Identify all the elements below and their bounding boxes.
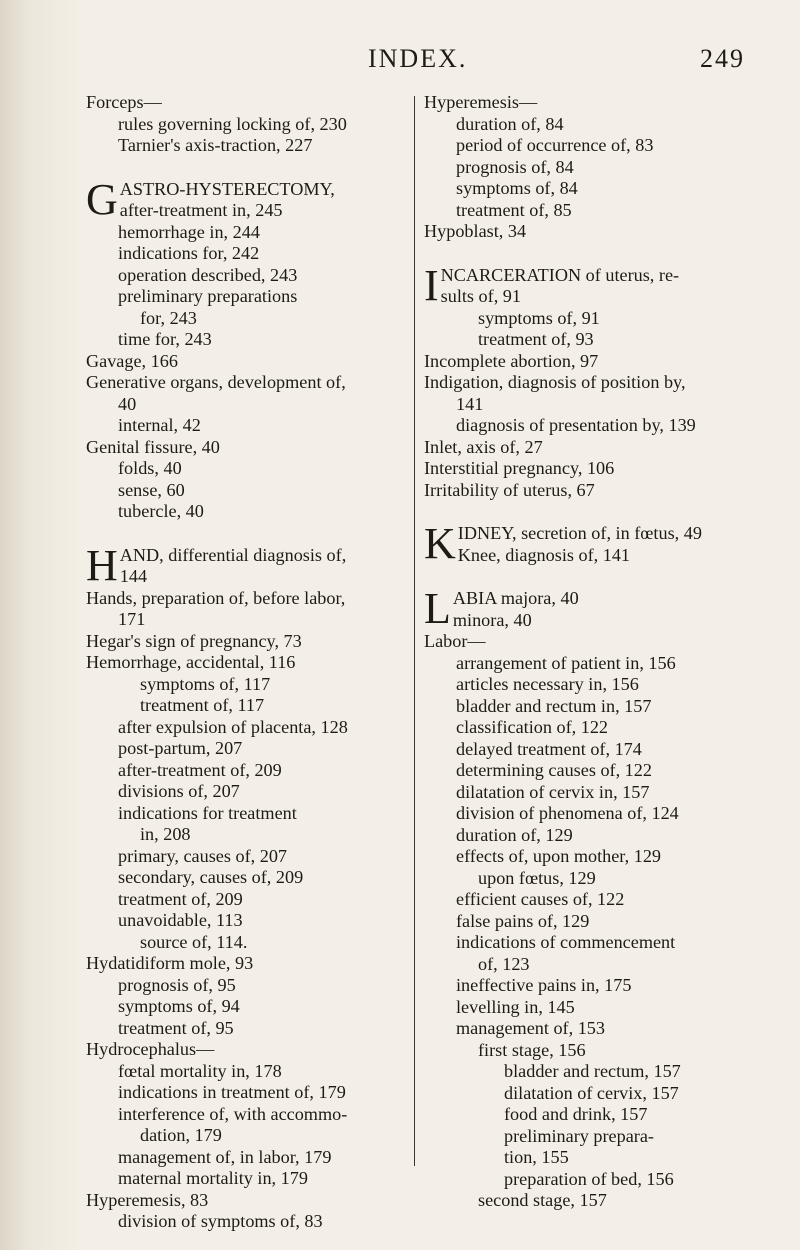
index-entry: prognosis of, 84 (456, 156, 574, 177)
index-entry: ineffective pains in, 175 (456, 975, 632, 995)
section-start-entry (86, 545, 404, 588)
index-entry: 144 (119, 566, 148, 586)
index-entry: NCARCERATION of uterus, re- (440, 264, 680, 285)
section-gap (424, 566, 764, 588)
index-entry: Hemorrhage, accidental, 116 (86, 652, 296, 672)
section-start-entry (424, 523, 764, 566)
drop-cap-letter: H (86, 544, 118, 588)
index-entry: AND, differential diagnosis of, (119, 544, 347, 565)
index-entry: management of, in labor, 179 (118, 1146, 332, 1167)
index-entry: treatment of, 93 (478, 329, 594, 349)
index-entry: Hyperemesis— (424, 92, 538, 112)
index-entry: bladder and rectum in, 157 (456, 695, 652, 716)
index-entry: tion, 155 (504, 1147, 569, 1167)
index-entry: preliminary preparations (118, 286, 298, 306)
index-entry: tubercle, 40 (118, 501, 204, 521)
column-divider (414, 96, 415, 1166)
index-entry: rules governing locking of, 230 (118, 113, 347, 134)
index-entry: food and drink, 157 (504, 1104, 648, 1124)
drop-cap-letter: L (424, 588, 451, 631)
index-entry: symptoms of, 117 (140, 673, 271, 694)
index-entry: determining causes of, 122 (456, 760, 652, 780)
index-entry: symptoms of, 84 (456, 178, 578, 198)
index-entry: Genital fissure, 40 (86, 436, 220, 457)
index-entry: Interstitial pregnancy, 106 (424, 458, 615, 478)
index-entry: indications of commencement (456, 932, 676, 952)
index-column-left (86, 92, 404, 1233)
section-gap (424, 243, 764, 265)
index-entry: Labor— (424, 631, 486, 651)
index-entry: management of, 153 (456, 1018, 605, 1038)
index-entry: Gavage, 166 (86, 350, 178, 371)
index-entry: Hands, preparation of, before labor, (86, 587, 346, 608)
section-start-entry (424, 588, 764, 631)
index-entry: false pains of, 129 (456, 910, 590, 931)
index-entry: unavoidable, 113 (118, 910, 243, 930)
index-entry: ASTRO-HYSTERECTOMY, (119, 178, 335, 199)
index-entry: of, 123 (478, 953, 530, 974)
index-column-right (424, 92, 764, 1212)
section-gap (86, 157, 404, 179)
index-entry: dilatation of cervix in, 157 (456, 781, 650, 802)
index-entry: delayed treatment of, 174 (456, 738, 642, 759)
index-entry: sults of, 91 (440, 286, 521, 306)
index-entry: Hegar's sign of pregnancy, 73 (86, 630, 302, 651)
index-entry: indications in treatment of, 179 (118, 1082, 346, 1102)
index-entry: dation, 179 (140, 1125, 222, 1145)
index-entry: indications for treatment (118, 802, 297, 823)
index-entry: treatment of, 95 (118, 1017, 234, 1038)
index-entry: after-treatment in, 245 (119, 200, 283, 220)
index-entry: Incomplete abortion, 97 (424, 350, 599, 371)
index-entry: 141 (456, 393, 484, 414)
index-entry: efficient causes of, 122 (456, 889, 625, 909)
index-entry: after-treatment of, 209 (118, 759, 282, 780)
index-entry: Hydrocephalus— (86, 1039, 215, 1059)
index-entry: interference of, with accommo- (118, 1103, 348, 1124)
drop-cap-letter: K (424, 523, 456, 566)
index-entry: duration of, 129 (456, 824, 573, 845)
index-entry: treatment of, 117 (140, 695, 265, 715)
index-entry: Hydatidiform mole, 93 (86, 953, 254, 973)
index-entry: levelling in, 145 (456, 996, 575, 1017)
index-entry: fœtal mortality in, 178 (118, 1060, 282, 1081)
section-gap (424, 501, 764, 523)
index-entry: symptoms of, 91 (478, 307, 600, 328)
index-entry: IDNEY, secretion of, in fœtus, 49 (457, 523, 702, 543)
index-entry: source of, 114. (140, 931, 248, 952)
index-entry: sense, 60 (118, 479, 185, 500)
index-entry: primary, causes of, 207 (118, 845, 288, 866)
index-entry: treatment of, 209 (118, 888, 243, 909)
page-number: 249 (700, 44, 745, 73)
index-entry: for, 243 (140, 307, 197, 328)
index-entry: effects of, upon mother, 129 (456, 846, 662, 866)
index-entry: time for, 243 (118, 329, 212, 349)
index-entry: internal, 42 (118, 415, 201, 435)
index-entry: duration of, 84 (456, 113, 564, 134)
index-entry: hemorrhage in, 244 (118, 221, 260, 242)
index-entry: Indigation, diagnosis of position by, (424, 372, 686, 392)
drop-cap-letter: I (424, 264, 439, 308)
drop-cap-letter: G (86, 178, 118, 222)
index-entry: treatment of, 85 (456, 199, 572, 220)
index-entry: articles necessary in, 156 (456, 674, 639, 694)
index-entry: ABIA majora, 40 (452, 588, 579, 608)
index-entry: in, 208 (140, 824, 191, 844)
index-entry: post-partum, 207 (118, 738, 243, 758)
index-entry: preliminary prepara- (504, 1125, 654, 1146)
index-entry: after expulsion of placenta, 128 (118, 716, 348, 737)
index-entry: symptoms of, 94 (118, 996, 240, 1016)
index-entry: operation described, 243 (118, 264, 298, 285)
index-entry: first stage, 156 (478, 1039, 586, 1060)
index-entry: divisions of, 207 (118, 781, 240, 801)
index-entry: indications for, 242 (118, 243, 260, 263)
index-entry: prognosis of, 95 (118, 974, 236, 995)
index-entry: Hypoblast, 34 (424, 221, 527, 241)
index-entry: 171 (118, 609, 146, 629)
index-entry: period of occurrence of, 83 (456, 135, 654, 155)
index-entry: second stage, 157 (478, 1190, 607, 1210)
index-entry: maternal mortality in, 179 (118, 1168, 308, 1188)
index-entry: Knee, diagnosis of, 141 (457, 544, 631, 565)
index-entry: minora, 40 (452, 609, 532, 630)
section-start-entry (86, 179, 404, 222)
index-entry: Inlet, axis of, 27 (424, 436, 543, 457)
index-entry: classification of, 122 (456, 717, 609, 737)
index-entry: Tarnier's axis-traction, 227 (118, 135, 313, 155)
page-title: INDEX. (368, 44, 468, 73)
index-entry: dilatation of cervix, 157 (504, 1082, 679, 1103)
index-entry: Irritability of uterus, 67 (424, 479, 595, 500)
section-start-entry (424, 265, 764, 308)
index-entry: diagnosis of presentation by, 139 (456, 415, 696, 435)
index-entry: arrangement of patient in, 156 (456, 652, 676, 673)
index-entry: Hyperemesis, 83 (86, 1189, 209, 1210)
section-gap (86, 523, 404, 545)
index-entry: 40 (118, 393, 137, 414)
index-entry: division of phenomena of, 124 (456, 803, 679, 823)
index-entry: secondary, causes of, 209 (118, 867, 304, 887)
index-entry: bladder and rectum, 157 (504, 1061, 681, 1081)
index-entry: folds, 40 (118, 458, 182, 478)
index-entry: Forceps— (86, 92, 162, 112)
index-entry: preparation of bed, 156 (504, 1168, 674, 1189)
index-entry: Generative organs, development of, (86, 372, 346, 392)
index-entry: division of symptoms of, 83 (118, 1211, 323, 1231)
index-entry: upon fœtus, 129 (478, 867, 596, 888)
